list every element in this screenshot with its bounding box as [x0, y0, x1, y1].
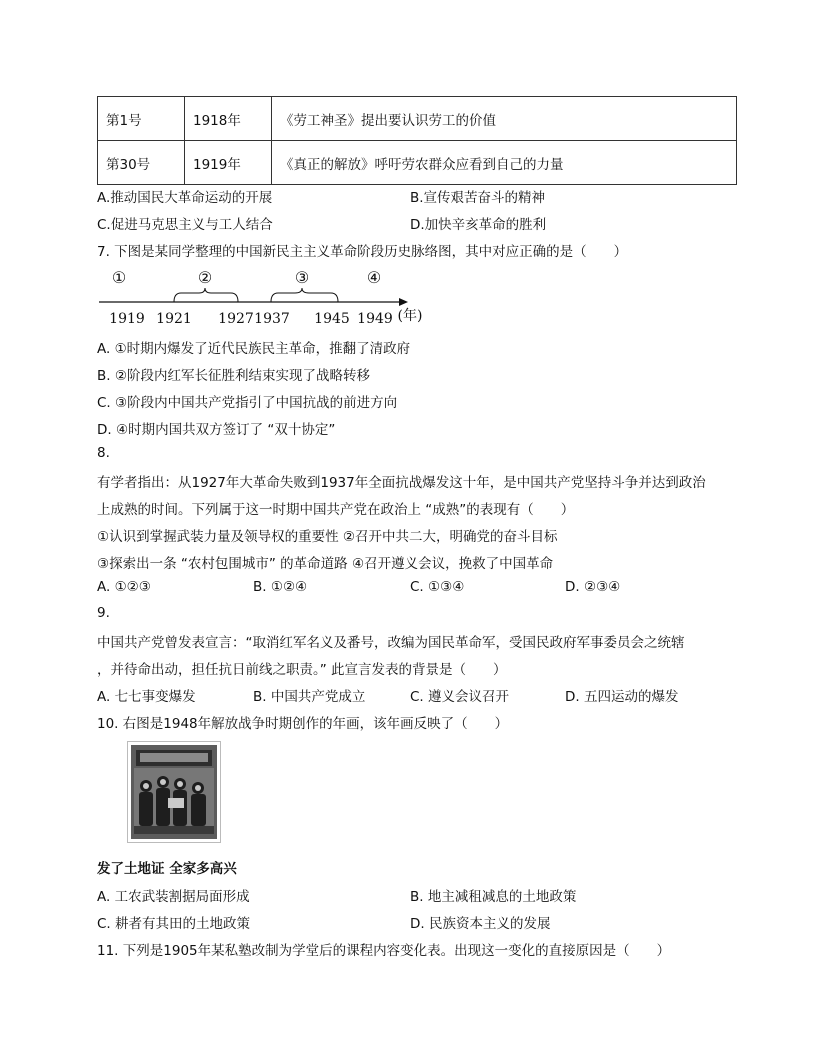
q7-option-b: B. ②阶段内红军长征胜利结束实现了战略转移 — [97, 368, 370, 384]
q6-option-d: D.加快辛亥革命的胜利 — [410, 217, 547, 233]
q10-stem: 10. 右图是1948年解放战争时期创作的年画，该年画反映了（ ） — [97, 716, 509, 732]
q8-items-line2: ③探索出一条 “农村包围城市” 的革命道路 ④召开遵义会议，挽救了中国革命 — [97, 556, 554, 572]
q10-option-d: D. 民族资本主义的发展 — [410, 916, 551, 932]
timeline-year-1927: 1927 — [218, 311, 254, 327]
table-cell-year: 1919年 — [185, 141, 272, 185]
q8-stem-line1: 有学者指出：从1927年大革命失败到1937年全面抗战爆发这十年，是中国共产党坚持斗争并达到政治 — [97, 475, 706, 491]
q6-option-b: B.宣传艰苦奋斗的精神 — [410, 190, 546, 206]
q9-option-c: C. 遵义会议召开 — [410, 689, 510, 705]
periodical-table — [97, 96, 737, 185]
table-cell-content: 《真正的解放》呼吁劳农群众应看到自己的力量 — [272, 141, 737, 185]
q7-stem: 7. 下图是某同学整理的中国新民主主义革命阶段历史脉络图，其中对应正确的是（ ） — [97, 244, 628, 260]
timeline-diagram — [95, 266, 435, 330]
timeline-year-1919: 1919 — [109, 311, 145, 327]
brace-period-2 — [174, 288, 238, 302]
timeline-marker-4: ④ — [366, 268, 382, 287]
q10-option-a: A. 工农武装割据局面形成 — [97, 889, 250, 905]
q8-option-d: D. ②③④ — [565, 579, 621, 595]
q9-option-d: D. 五四运动的爆发 — [565, 689, 679, 705]
timeline-unit: (年) — [397, 308, 423, 324]
table-cell-year: 1918年 — [185, 97, 272, 141]
q8-stem-line2: 上成熟的时间。下列属于这一时期中国共产党在政治上 “成熟”的表现有（ ） — [97, 502, 575, 518]
table-row — [98, 141, 737, 185]
timeline-marker-3: ③ — [294, 268, 310, 287]
q9-option-a: A. 七七事变爆发 — [97, 689, 196, 705]
new-year-painting-image — [127, 741, 221, 843]
q7-option-c: C. ③阶段内中国共产党指引了中国抗战的前进方向 — [97, 395, 398, 411]
q8-number: 8. — [97, 445, 110, 461]
q6-option-a: A.推动国民大革命运动的开展 — [97, 190, 273, 206]
timeline-marker-2: ② — [197, 268, 213, 287]
painting-illustration — [128, 742, 220, 842]
q8-option-a: A. ①②③ — [97, 579, 151, 595]
timeline-year-1949: 1949 — [357, 311, 393, 327]
timeline-arrow-icon — [399, 298, 408, 306]
q7-option-a: A. ①时期内爆发了近代民族民主革命，推翻了清政府 — [97, 341, 411, 357]
table-cell-content: 《劳工神圣》提出要认识劳工的价值 — [272, 97, 737, 141]
q9-stem-line1: 中国共产党曾发表宣言：“取消红军名义及番号，改编为国民革命军，受国民政府军事委员会之统辖 — [97, 635, 685, 651]
q6-option-c: C.促进马克思主义与工人结合 — [97, 217, 273, 233]
q9-option-b: B. 中国共产党成立 — [253, 689, 366, 705]
q7-option-d: D. ④时期内国共双方签订了 “双十协定” — [97, 422, 336, 438]
timeline-year-1937: 1937 — [254, 311, 290, 327]
q9-number: 9. — [97, 605, 110, 621]
timeline-marker-1: ① — [111, 268, 127, 287]
painting-caption: 发了土地证 全家多高兴 — [97, 861, 237, 877]
timeline-year-1945: 1945 — [314, 311, 350, 327]
q8-items-line1: ①认识到掌握武装力量及领导权的重要性 ②召开中共二大，明确党的奋斗目标 — [97, 529, 558, 545]
table-cell-issue: 第30号 — [98, 141, 185, 185]
q8-option-b: B. ①②④ — [253, 579, 308, 595]
timeline-year-1921: 1921 — [156, 311, 192, 327]
table-cell-issue: 第1号 — [98, 97, 185, 141]
q10-option-c: C. 耕者有其田的土地政策 — [97, 916, 251, 932]
q10-option-b: B. 地主减租减息的土地政策 — [410, 889, 577, 905]
brace-period-3 — [271, 288, 338, 302]
q8-option-c: C. ①③④ — [410, 579, 465, 595]
q11-stem: 11. 下列是1905年某私塾改制为学堂后的课程内容变化表。出现这一变化的直接原因是（ ） — [97, 943, 671, 959]
table-row — [98, 97, 737, 141]
q9-stem-line2: ，并待命出动，担任抗日前线之职责。” 此宣言发表的背景是（ ） — [97, 662, 507, 678]
